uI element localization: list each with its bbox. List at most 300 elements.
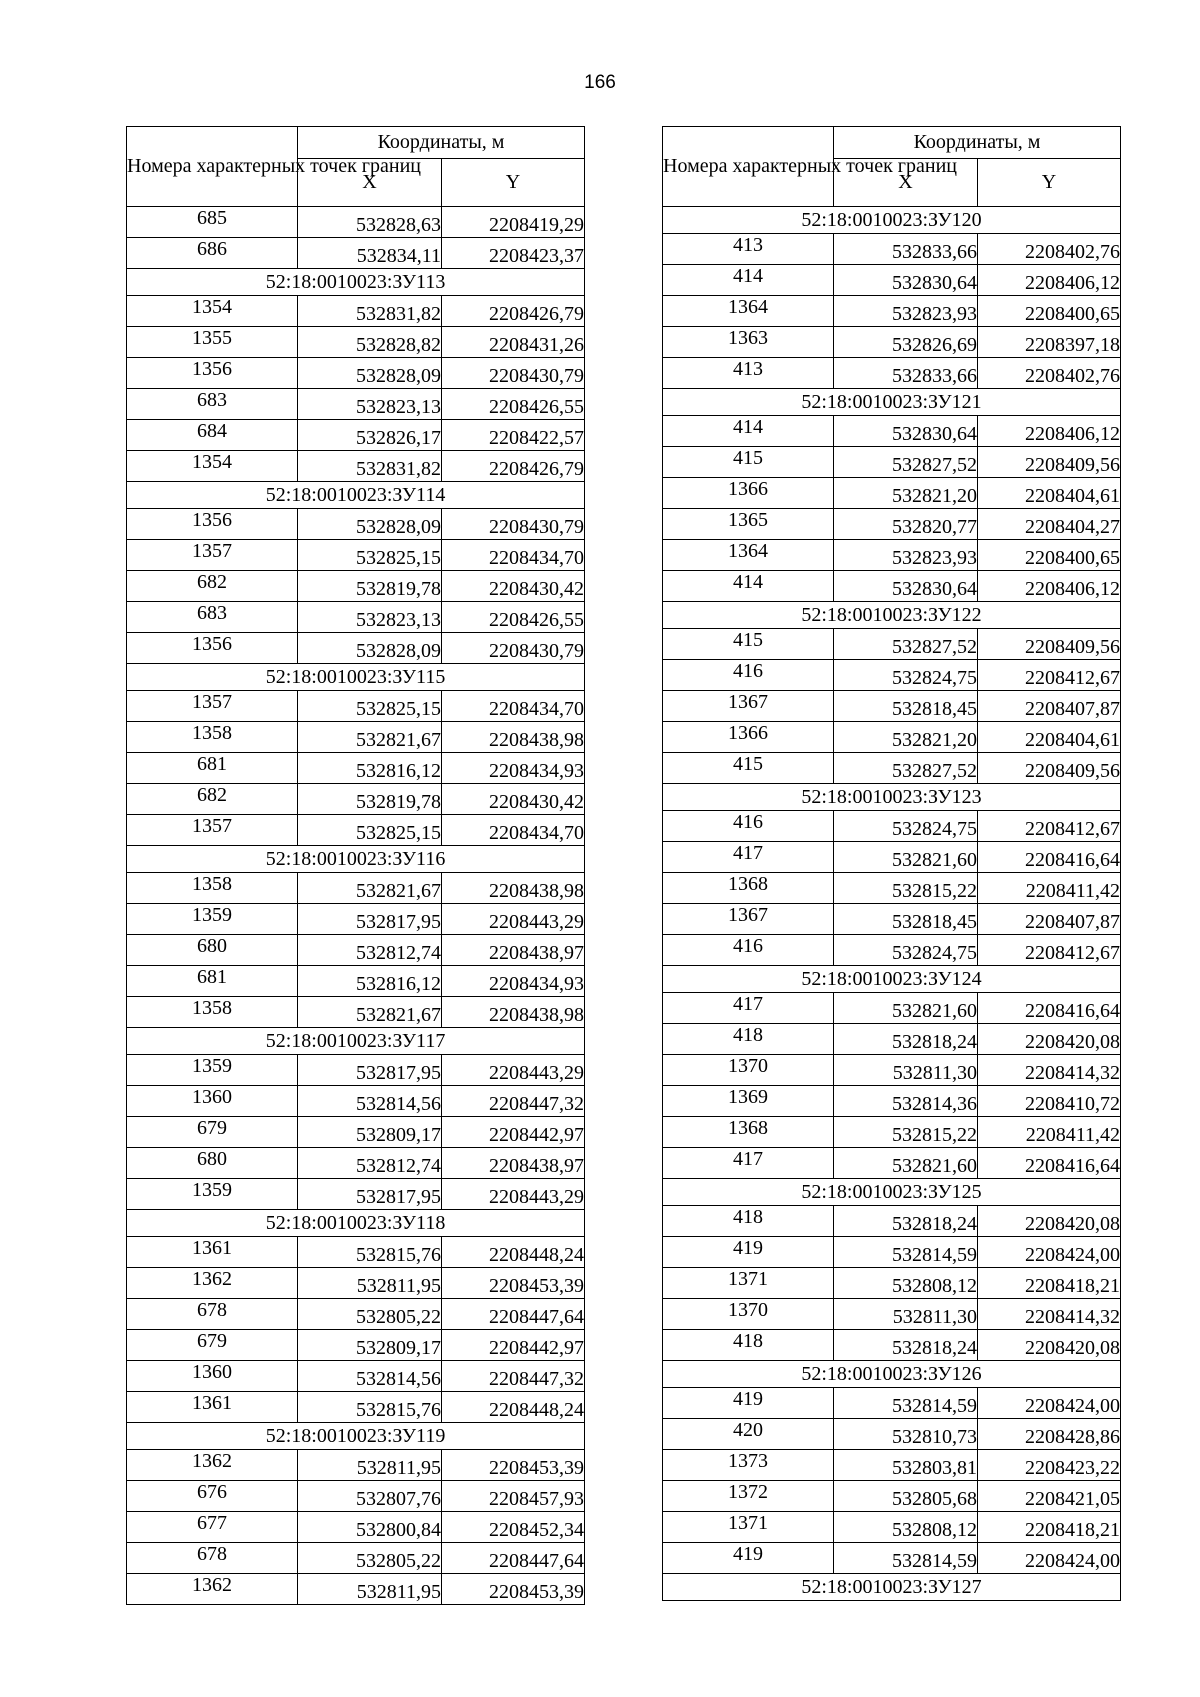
x-coordinate: 532823,13 [298, 389, 442, 420]
right-table-body [663, 207, 1121, 1601]
point-number: 681 [127, 966, 298, 997]
y-coordinate: 2208426,79 [442, 296, 585, 327]
point-number: 418 [663, 1330, 834, 1361]
y-coordinate: 2208438,97 [442, 935, 585, 966]
points-header: Номера характерных точек границ [663, 127, 834, 207]
table-row [127, 1268, 585, 1299]
y-coordinate: 2208434,93 [442, 966, 585, 997]
point-number: 1357 [127, 815, 298, 846]
y-coordinate: 2208404,27 [978, 509, 1121, 540]
parcel-group-row [663, 784, 1121, 811]
y-coordinate: 2208453,39 [442, 1450, 585, 1481]
table-row [127, 1450, 585, 1481]
point-number: 1368 [663, 1117, 834, 1148]
table-row [127, 966, 585, 997]
table-row [127, 633, 585, 664]
x-coordinate: 532805,22 [298, 1543, 442, 1574]
y-coordinate: 2208400,65 [978, 296, 1121, 327]
x-header: X [298, 159, 442, 207]
table-row [663, 1024, 1121, 1055]
y-coordinate: 2208447,32 [442, 1086, 585, 1117]
point-number: 679 [127, 1330, 298, 1361]
table-row [663, 722, 1121, 753]
x-coordinate: 532825,15 [298, 815, 442, 846]
left-table-body [127, 207, 585, 1605]
table-row [127, 873, 585, 904]
table-row [663, 571, 1121, 602]
y-coordinate: 2208402,76 [978, 358, 1121, 389]
point-number: 1370 [663, 1299, 834, 1330]
table-row [663, 478, 1121, 509]
x-coordinate: 532830,64 [834, 416, 978, 447]
table-row [127, 691, 585, 722]
point-number: 416 [663, 660, 834, 691]
y-coordinate: 2208447,64 [442, 1543, 585, 1574]
point-number: 680 [127, 935, 298, 966]
x-coordinate: 532826,17 [298, 420, 442, 451]
x-coordinate: 532831,82 [298, 451, 442, 482]
point-number: 1356 [127, 633, 298, 664]
x-coordinate: 532833,66 [834, 358, 978, 389]
y-coordinate: 2208416,64 [978, 1148, 1121, 1179]
x-coordinate: 532827,52 [834, 447, 978, 478]
x-coordinate: 532814,56 [298, 1086, 442, 1117]
table-row [127, 1237, 585, 1268]
point-number: 1356 [127, 509, 298, 540]
point-number: 681 [127, 753, 298, 784]
parcel-group-row [127, 482, 585, 509]
table-row [663, 447, 1121, 478]
x-coordinate: 532821,20 [834, 722, 978, 753]
y-coordinate: 2208420,08 [978, 1024, 1121, 1055]
point-number: 1362 [127, 1574, 298, 1605]
table-row [663, 1330, 1121, 1361]
x-coordinate: 532808,12 [834, 1512, 978, 1543]
x-coordinate: 532825,15 [298, 540, 442, 571]
table-row [127, 1392, 585, 1423]
point-number: 1361 [127, 1237, 298, 1268]
point-number: 684 [127, 420, 298, 451]
parcel-id: 52:18:0010023:ЗУ116 [127, 846, 585, 873]
y-coordinate: 2208442,97 [442, 1117, 585, 1148]
x-coordinate: 532807,76 [298, 1481, 442, 1512]
point-number: 416 [663, 811, 834, 842]
table-row [663, 660, 1121, 691]
point-number: 680 [127, 1148, 298, 1179]
y-coordinate: 2208414,32 [978, 1299, 1121, 1330]
table-row [127, 1299, 585, 1330]
parcel-group-row [663, 966, 1121, 993]
parcel-group-row [127, 664, 585, 691]
table-row [127, 420, 585, 451]
table-row [663, 1419, 1121, 1450]
table-row [127, 451, 585, 482]
table-row [127, 571, 585, 602]
y-coordinate: 2208443,29 [442, 1055, 585, 1086]
x-coordinate: 532817,95 [298, 1179, 442, 1210]
y-coordinate: 2208442,97 [442, 1330, 585, 1361]
x-coordinate: 532818,24 [834, 1330, 978, 1361]
point-number: 419 [663, 1388, 834, 1419]
y-coordinate: 2208438,97 [442, 1148, 585, 1179]
table-row [127, 1512, 585, 1543]
table-row [127, 935, 585, 966]
y-coordinate: 2208447,64 [442, 1299, 585, 1330]
point-number: 420 [663, 1419, 834, 1450]
point-number: 1358 [127, 722, 298, 753]
table-row [663, 1117, 1121, 1148]
x-coordinate: 532818,24 [834, 1206, 978, 1237]
point-number: 1364 [663, 540, 834, 571]
x-coordinate: 532830,64 [834, 571, 978, 602]
parcel-id: 52:18:0010023:ЗУ121 [663, 389, 1121, 416]
y-coordinate: 2208420,08 [978, 1330, 1121, 1361]
table-row [127, 540, 585, 571]
point-number: 1359 [127, 1179, 298, 1210]
page-number: 166 [584, 72, 616, 93]
y-coordinate: 2208412,67 [978, 660, 1121, 691]
table-row [663, 1206, 1121, 1237]
table-row [127, 722, 585, 753]
x-coordinate: 532827,52 [834, 753, 978, 784]
y-coordinate: 2208423,22 [978, 1450, 1121, 1481]
y-coordinate: 2208414,32 [978, 1055, 1121, 1086]
table-row [127, 238, 585, 269]
y-coordinate: 2208431,26 [442, 327, 585, 358]
parcel-group-row [127, 1028, 585, 1055]
table-row [663, 629, 1121, 660]
point-number: 414 [663, 416, 834, 447]
parcel-id: 52:18:0010023:ЗУ119 [127, 1423, 585, 1450]
x-coordinate: 532816,12 [298, 753, 442, 784]
x-coordinate: 532820,77 [834, 509, 978, 540]
x-header: X [834, 159, 978, 207]
point-number: 419 [663, 1237, 834, 1268]
table-row [127, 358, 585, 389]
y-coordinate: 2208457,93 [442, 1481, 585, 1512]
x-coordinate: 532821,60 [834, 993, 978, 1024]
y-coordinate: 2208434,93 [442, 753, 585, 784]
table-row [127, 1574, 585, 1605]
table-row [663, 1055, 1121, 1086]
point-number: 682 [127, 571, 298, 602]
x-coordinate: 532811,30 [834, 1299, 978, 1330]
parcel-id: 52:18:0010023:ЗУ127 [663, 1574, 1121, 1601]
table-row [663, 540, 1121, 571]
x-coordinate: 532823,93 [834, 296, 978, 327]
point-number: 415 [663, 629, 834, 660]
point-number: 1359 [127, 1055, 298, 1086]
table-row [127, 815, 585, 846]
x-coordinate: 532814,59 [834, 1237, 978, 1268]
parcel-group-row [663, 389, 1121, 416]
y-coordinate: 2208438,98 [442, 722, 585, 753]
y-coordinate: 2208411,42 [978, 873, 1121, 904]
table-row [663, 296, 1121, 327]
x-coordinate: 532814,36 [834, 1086, 978, 1117]
point-number: 1373 [663, 1450, 834, 1481]
y-coordinate: 2208430,42 [442, 784, 585, 815]
x-coordinate: 532818,45 [834, 691, 978, 722]
table-row [127, 997, 585, 1028]
point-number: 1366 [663, 478, 834, 509]
y-coordinate: 2208447,32 [442, 1361, 585, 1392]
point-number: 1360 [127, 1086, 298, 1117]
table-row [127, 1055, 585, 1086]
parcel-group-row [663, 207, 1121, 234]
point-number: 418 [663, 1024, 834, 1055]
y-header: Y [442, 159, 585, 207]
table-row [663, 935, 1121, 966]
y-coordinate: 2208400,65 [978, 540, 1121, 571]
point-number: 417 [663, 842, 834, 873]
y-coordinate: 2208453,39 [442, 1268, 585, 1299]
x-coordinate: 532800,84 [298, 1512, 442, 1543]
parcel-id: 52:18:0010023:ЗУ114 [127, 482, 585, 509]
parcel-group-row [663, 1361, 1121, 1388]
x-coordinate: 532821,60 [834, 1148, 978, 1179]
table-row [127, 753, 585, 784]
point-number: 1362 [127, 1268, 298, 1299]
y-coordinate: 2208419,29 [442, 207, 585, 238]
y-coordinate: 2208406,12 [978, 265, 1121, 296]
table-row [663, 509, 1121, 540]
point-number: 1363 [663, 327, 834, 358]
y-coordinate: 2208443,29 [442, 1179, 585, 1210]
parcel-group-row [663, 602, 1121, 629]
table-row [663, 904, 1121, 935]
x-coordinate: 532812,74 [298, 1148, 442, 1179]
parcel-id: 52:18:0010023:ЗУ123 [663, 784, 1121, 811]
y-coordinate: 2208412,67 [978, 935, 1121, 966]
x-coordinate: 532824,75 [834, 660, 978, 691]
point-number: 677 [127, 1512, 298, 1543]
coordinates-header: Координаты, м [834, 127, 1121, 159]
y-coordinate: 2208438,98 [442, 997, 585, 1028]
table-row [127, 389, 585, 420]
x-coordinate: 532828,82 [298, 327, 442, 358]
x-coordinate: 532828,63 [298, 207, 442, 238]
y-coordinate: 2208404,61 [978, 478, 1121, 509]
parcel-id: 52:18:0010023:ЗУ113 [127, 269, 585, 296]
point-number: 415 [663, 447, 834, 478]
y-coordinate: 2208426,79 [442, 451, 585, 482]
x-coordinate: 532830,64 [834, 265, 978, 296]
y-header: Y [978, 159, 1121, 207]
x-coordinate: 532831,82 [298, 296, 442, 327]
table-row [663, 842, 1121, 873]
table-row [663, 234, 1121, 265]
x-coordinate: 532814,56 [298, 1361, 442, 1392]
y-coordinate: 2208428,86 [978, 1419, 1121, 1450]
point-number: 1362 [127, 1450, 298, 1481]
point-number: 683 [127, 389, 298, 420]
point-number: 1367 [663, 904, 834, 935]
y-coordinate: 2208407,87 [978, 904, 1121, 935]
y-coordinate: 2208453,39 [442, 1574, 585, 1605]
y-coordinate: 2208426,55 [442, 389, 585, 420]
x-coordinate: 532821,67 [298, 873, 442, 904]
y-coordinate: 2208424,00 [978, 1388, 1121, 1419]
x-coordinate: 532809,17 [298, 1117, 442, 1148]
parcel-group-row [127, 1210, 585, 1237]
table-row [663, 691, 1121, 722]
table-row [663, 1543, 1121, 1574]
y-coordinate: 2208407,87 [978, 691, 1121, 722]
point-number: 1357 [127, 540, 298, 571]
y-coordinate: 2208426,55 [442, 602, 585, 633]
table-row [663, 1299, 1121, 1330]
point-number: 1354 [127, 296, 298, 327]
y-coordinate: 2208416,64 [978, 993, 1121, 1024]
point-number: 1361 [127, 1392, 298, 1423]
table-row [127, 1086, 585, 1117]
parcel-id: 52:18:0010023:ЗУ124 [663, 966, 1121, 993]
table-row [127, 1148, 585, 1179]
x-coordinate: 532828,09 [298, 633, 442, 664]
point-number: 678 [127, 1543, 298, 1574]
x-coordinate: 532828,09 [298, 358, 442, 389]
point-number: 678 [127, 1299, 298, 1330]
x-coordinate: 532818,45 [834, 904, 978, 935]
points-header: Номера характерных точек границ [127, 127, 298, 207]
x-coordinate: 532819,78 [298, 571, 442, 602]
table-row [663, 1237, 1121, 1268]
parcel-id: 52:18:0010023:ЗУ120 [663, 207, 1121, 234]
table-row [127, 207, 585, 238]
table-row [127, 602, 585, 633]
table-row [663, 811, 1121, 842]
x-coordinate: 532821,67 [298, 997, 442, 1028]
x-coordinate: 532821,60 [834, 842, 978, 873]
y-coordinate: 2208430,79 [442, 358, 585, 389]
table-row [663, 1268, 1121, 1299]
y-coordinate: 2208421,05 [978, 1481, 1121, 1512]
y-coordinate: 2208423,37 [442, 238, 585, 269]
x-coordinate: 532823,93 [834, 540, 978, 571]
x-coordinate: 532825,15 [298, 691, 442, 722]
x-coordinate: 532809,17 [298, 1330, 442, 1361]
point-number: 413 [663, 358, 834, 389]
coordinates-header: Координаты, м [298, 127, 585, 159]
x-coordinate: 532805,68 [834, 1481, 978, 1512]
x-coordinate: 532815,22 [834, 873, 978, 904]
x-coordinate: 532814,59 [834, 1543, 978, 1574]
x-coordinate: 532803,81 [834, 1450, 978, 1481]
point-number: 414 [663, 265, 834, 296]
point-number: 682 [127, 784, 298, 815]
x-coordinate: 532812,74 [298, 935, 442, 966]
y-coordinate: 2208412,67 [978, 811, 1121, 842]
parcel-group-row [663, 1179, 1121, 1206]
point-number: 1356 [127, 358, 298, 389]
y-coordinate: 2208411,42 [978, 1117, 1121, 1148]
y-coordinate: 2208430,79 [442, 509, 585, 540]
table-row [127, 1543, 585, 1574]
point-number: 1369 [663, 1086, 834, 1117]
y-coordinate: 2208402,76 [978, 234, 1121, 265]
table-row [663, 1450, 1121, 1481]
point-number: 685 [127, 207, 298, 238]
x-coordinate: 532815,22 [834, 1117, 978, 1148]
table-row [663, 327, 1121, 358]
x-coordinate: 532828,09 [298, 509, 442, 540]
point-number: 414 [663, 571, 834, 602]
point-number: 1364 [663, 296, 834, 327]
table-row [127, 509, 585, 540]
point-number: 415 [663, 753, 834, 784]
table-row [127, 1330, 585, 1361]
y-coordinate: 2208418,21 [978, 1512, 1121, 1543]
y-coordinate: 2208434,70 [442, 815, 585, 846]
point-number: 1368 [663, 873, 834, 904]
table-row [127, 296, 585, 327]
point-number: 1355 [127, 327, 298, 358]
y-coordinate: 2208409,56 [978, 753, 1121, 784]
y-coordinate: 2208420,08 [978, 1206, 1121, 1237]
point-number: 1371 [663, 1268, 834, 1299]
point-number: 417 [663, 1148, 834, 1179]
x-coordinate: 532833,66 [834, 234, 978, 265]
point-number: 686 [127, 238, 298, 269]
parcel-id: 52:18:0010023:ЗУ125 [663, 1179, 1121, 1206]
table-row [127, 1361, 585, 1392]
point-number: 1365 [663, 509, 834, 540]
point-number: 416 [663, 935, 834, 966]
point-number: 417 [663, 993, 834, 1024]
table-row [127, 1179, 585, 1210]
table-row [663, 873, 1121, 904]
table-row [663, 1512, 1121, 1543]
y-coordinate: 2208448,24 [442, 1392, 585, 1423]
table-row [663, 265, 1121, 296]
table-row [663, 993, 1121, 1024]
table-row [663, 358, 1121, 389]
point-number: 413 [663, 234, 834, 265]
y-coordinate: 2208422,57 [442, 420, 585, 451]
y-coordinate: 2208409,56 [978, 447, 1121, 478]
table-row [663, 1148, 1121, 1179]
x-coordinate: 532811,30 [834, 1055, 978, 1086]
y-coordinate: 2208434,70 [442, 691, 585, 722]
point-number: 1359 [127, 904, 298, 935]
point-number: 683 [127, 602, 298, 633]
point-number: 1358 [127, 997, 298, 1028]
table-row [663, 416, 1121, 447]
table-row [127, 904, 585, 935]
parcel-group-row [127, 846, 585, 873]
point-number: 418 [663, 1206, 834, 1237]
x-coordinate: 532815,76 [298, 1237, 442, 1268]
x-coordinate: 532811,95 [298, 1574, 442, 1605]
x-coordinate: 532819,78 [298, 784, 442, 815]
x-coordinate: 532814,59 [834, 1388, 978, 1419]
parcel-id: 52:18:0010023:ЗУ118 [127, 1210, 585, 1237]
parcel-id: 52:18:0010023:ЗУ115 [127, 664, 585, 691]
x-coordinate: 532817,95 [298, 904, 442, 935]
y-coordinate: 2208406,12 [978, 571, 1121, 602]
x-coordinate: 532821,20 [834, 478, 978, 509]
x-coordinate: 532827,52 [834, 629, 978, 660]
parcel-id: 52:18:0010023:ЗУ117 [127, 1028, 585, 1055]
table-row [127, 784, 585, 815]
x-coordinate: 532811,95 [298, 1450, 442, 1481]
x-coordinate: 532815,76 [298, 1392, 442, 1423]
table-row [663, 1086, 1121, 1117]
y-coordinate: 2208418,21 [978, 1268, 1121, 1299]
y-coordinate: 2208448,24 [442, 1237, 585, 1268]
y-coordinate: 2208452,34 [442, 1512, 585, 1543]
